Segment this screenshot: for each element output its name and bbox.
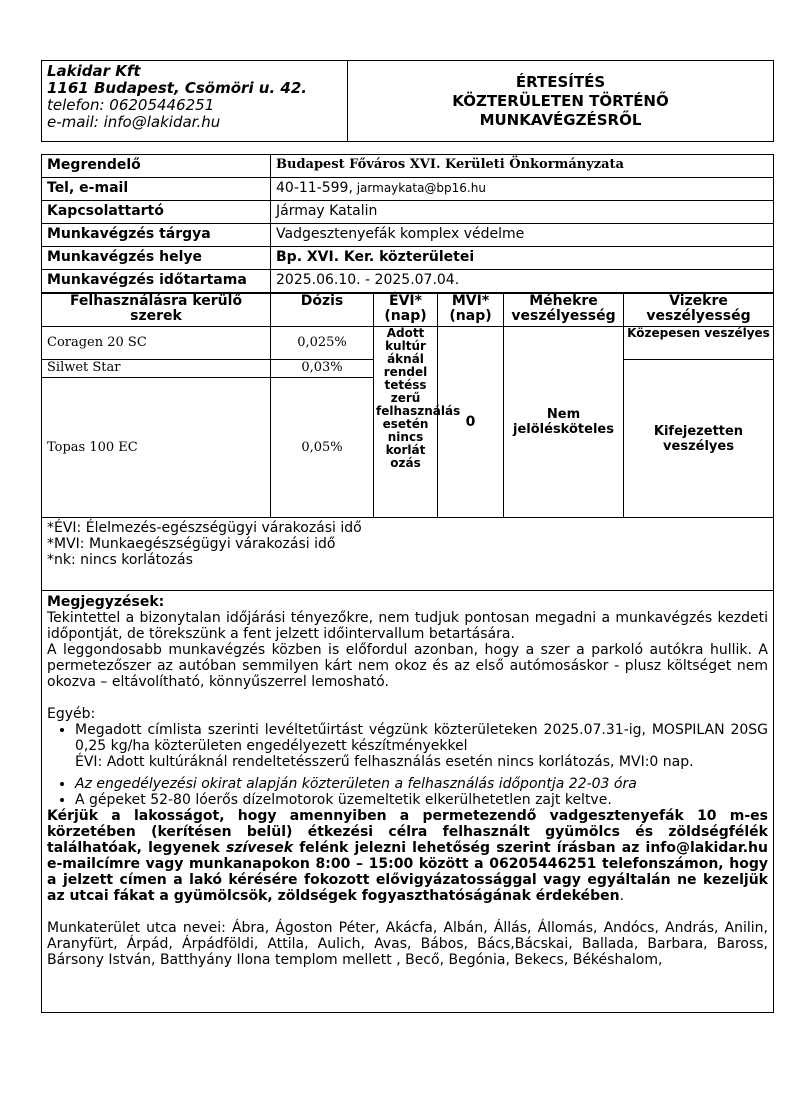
col-header-dose: Dózis [271,294,374,327]
info-value: Bp. XVI. Ker. közterületei [271,247,774,270]
notes-row [42,591,774,1013]
title-line-3: MUNKAVÉGZÉSRŐL [479,110,642,129]
agent-dose: 0,05% [271,378,374,518]
list-item: • A gépeket 52-80 lóerős dízelmotorok üzemeltetik elkerülhetetlen zajt keltve. [75,792,768,808]
info-value: Budapest Főváros XVI. Kerületi Önkormányzata [271,155,774,178]
notes-section [42,591,774,1013]
col-header-mvi: MVI* (nap) [438,294,504,327]
table-row [42,327,774,360]
phone-value: 40-11-599, [276,180,353,196]
info-label: Tel, e-mail [42,178,271,201]
info-label: Munkavégzés helye [42,247,271,270]
title-line-2: KÖZTERÜLETEN TÖRTÉNŐ [452,91,669,110]
bee-hazard-value: Nem jelölésköteles [504,327,624,518]
resident-request: Kérjük a lakosságot, hogy amennyiben a permetezendő vadgesztenyefák 10 m-es körzetében (kerítésen belül) étkezési célra felhasznált gyümölcs és zöldségfélék találhatóak, legyenek szívesek felénk jelezni lehetőség szerint írásban az info@lakidar.hu e-mailcímre vagy munkanapokon 8:00 – 15:00 között a 06205446251 telefonszámon, hogy a jelzett címen a lakó kérésére fokozott elővigyázatossággal vagy egyáltalán ne kezeljük az utcai fákat a gyümölcsök, zöldségek fogyaszthatóságának érdekében. [47,808,768,904]
header-table [41,60,774,142]
info-value: Jármay Katalin [271,201,774,224]
water-hazard-value: Közepesen veszélyes [624,327,774,360]
footnotes [42,518,774,591]
info-row [42,270,774,293]
footnote: *ÉVI: Élelmezés-egészségügyi várakozási idő [47,520,362,536]
email-value: jarmaykata@bp16.hu [352,181,486,195]
title-line-1: ÉRTESÍTÉS [515,72,606,91]
info-row [42,155,774,178]
col-header-water: Vizekre veszélyesség [624,294,774,327]
info-label: Munkavégzés időtartama [42,270,271,293]
company-address: 1161 Budapest, Csömöri u. 42. [47,79,307,97]
col-header-agent: Felhasználásra kerülő szerek [42,294,271,327]
info-row [42,247,774,270]
mvi-value: 0 [438,327,504,518]
evi-value: Adott kultúr áknál rendel tetéss zerű felhasználás esetén nincs korlát ozás [374,327,438,518]
street-list: Munkaterület utca nevei: Ábra, Ágoston Péter, Akácfa, Albán, Állás, Állomás, Andócs, András, Anilin, Aranyfürt, Árpád, Árpádföldi, Attila, Aulich, Avas, Bábos, Bács,Bácskai, Ballada, Barbara, Baross, Bársony István, Batthyány Ilona templom mellett , Becő, Begónia, Bekecs, Békéshalom, [47,920,768,968]
info-row [42,201,774,224]
agents-header-row [42,294,774,327]
water-hazard-value: Kifejezetten veszélyes [624,360,774,518]
col-header-evi: ÉVI* (nap) [374,294,438,327]
other-list [47,722,768,808]
agent-name: Coragen 20 SC [42,327,271,360]
other-label: Egyéb: [47,706,96,722]
company-phone: telefon: 06205446251 [47,96,215,114]
footnotes-row [42,518,774,591]
notice-document [41,60,773,1013]
document-title [348,61,774,142]
list-item: • Az engedélyezési okirat alapján közterületen a felhasználás időpontja 22-03 óra [75,776,768,792]
info-row [42,178,774,201]
agent-name: Silwet Star [42,360,271,378]
agent-name: Topas 100 EC [42,378,271,518]
notes-heading: Megjegyzések: [47,594,165,610]
info-table [41,154,774,293]
info-label: Munkavégzés tárgya [42,224,271,247]
info-label: Kapcsolattartó [42,201,271,224]
company-name: Lakidar Kft [47,62,141,80]
footnote: *nk: nincs korlátozás [47,552,193,568]
company-email: e-mail: info@lakidar.hu [47,113,221,131]
info-value: 2025.06.10. - 2025.07.04. [271,270,774,293]
company-block [42,61,348,142]
list-item [75,722,768,776]
agents-table [41,293,774,1013]
agent-dose: 0,025% [271,327,374,360]
info-value [271,178,774,201]
info-label: Megrendelő [42,155,271,178]
footnote: *MVI: Munkaegészségügyi várakozási idő [47,536,336,552]
col-header-bee: Méhekre veszélyesség [504,294,624,327]
list-item-text: ÉVI: Adott kultúráknál rendeltetésszerű felhasználás esetén nincs korlátozás, MVI:0 nap. [75,754,694,770]
info-value: Vadgesztenyefák komplex védelme [271,224,774,247]
info-row [42,224,774,247]
notes-paragraph: Tekintettel a bizonytalan időjárási tényezőkre, nem tudjuk pontosan megadni a munkavégzés kezdeti időpontját, de törekszünk a fent jelzett időintervallum betartására. [47,610,768,642]
notes-paragraph: A leggondosabb munkavégzés közben is előfordul azonban, hogy a szer a parkoló autókra hullik. A permetezőszer az autóban semmilyen kárt nem okoz és az első autómosáskor - plusz költséget nem okozva – eltávolítható, könnyűszerrel lemosható. [47,642,768,690]
list-item-text: • Megadott címlista szerinti levéltetűirtást végzünk közterületeken 2025.07.31-ig, MOSPILAN 20SG 0,25 kg/ha közterületen engedélyezett készítményekkel [75,722,768,754]
agent-dose: 0,03% [271,360,374,378]
